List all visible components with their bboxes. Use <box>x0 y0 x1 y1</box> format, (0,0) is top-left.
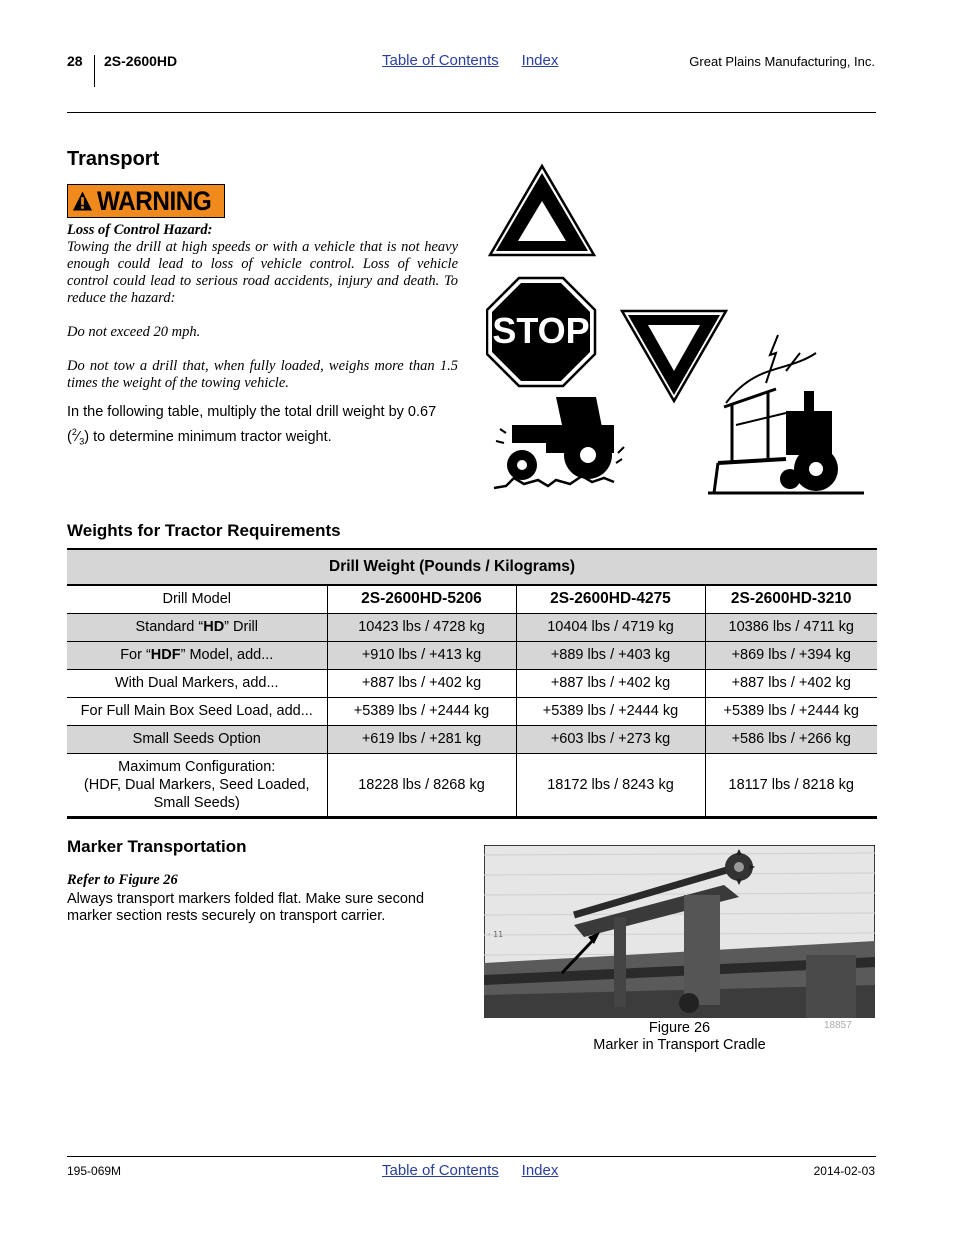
intro-text-before: In the following table, multiply the total drill weight by 0.67 ( <box>67 404 437 445</box>
caution-triangle-icon <box>490 166 594 255</box>
figure-id: 18857 <box>824 1020 852 1031</box>
hazard-item-weight: Do not tow a drill that, when fully loaded, weighs more than 1.5 times the weight of the towing vehicle. <box>67 358 458 391</box>
marker-paragraph: Always transport markers folded flat. Make sure second marker section rests securely on transport carrier. <box>67 891 425 924</box>
weights-table <box>67 548 877 819</box>
toc-link[interactable]: Table of Contents <box>382 52 499 69</box>
header-model: 2S-2600HD <box>104 53 178 69</box>
table-cell: 18228 lbs / 8268 kg <box>327 753 516 817</box>
power-line-hazard-icon <box>708 335 864 493</box>
table-cell: +5389 lbs / +2444 kg <box>705 697 877 725</box>
table-row <box>67 641 877 669</box>
column-header: 2S-2600HD-5206 <box>327 585 516 613</box>
row-label: Standard “HD” Drill <box>67 613 327 641</box>
table-header: Drill Weight (Pounds / Kilograms) <box>327 549 877 585</box>
yield-sign-icon <box>622 311 726 401</box>
table-cell: +887 lbs / +402 kg <box>327 669 516 697</box>
footer-nav <box>382 1162 558 1180</box>
figure-caption <box>484 1020 875 1054</box>
table-cell: 10404 lbs / 4719 kg <box>516 613 705 641</box>
table-cell: +887 lbs / +402 kg <box>516 669 705 697</box>
table-model-row <box>67 585 877 613</box>
warning-text: WARNING <box>97 185 212 216</box>
max-label-line: Maximum Configuration: <box>118 758 276 775</box>
header-divider <box>94 55 95 87</box>
tractor-icon <box>494 397 624 488</box>
table-cell: +619 lbs / +281 kg <box>327 725 516 753</box>
index-link[interactable]: Index <box>521 52 559 69</box>
warning-label <box>67 184 225 218</box>
max-label-line: (HDF, Dual Markers, Seed Loaded, <box>83 776 310 793</box>
figure-reference: Refer to Figure 26 <box>67 872 178 888</box>
weights-heading: Weights for Tractor Requirements <box>67 521 341 540</box>
table-cell: +586 lbs / +266 kg <box>705 725 877 753</box>
table-row <box>67 725 877 753</box>
figure-title: Marker in Transport Cradle <box>593 1037 766 1053</box>
svg-text:· 11: · 11 <box>488 930 504 939</box>
footer-doc-number: 195-069M <box>67 1164 122 1178</box>
column-header: 2S-2600HD-4275 <box>516 585 705 613</box>
hazard-item-speed: Do not exceed 20 mph. <box>67 324 201 340</box>
transport-hazard-illustration <box>486 163 876 503</box>
table-cell: +887 lbs / +402 kg <box>705 669 877 697</box>
column-header: 2S-2600HD-3210 <box>705 585 877 613</box>
footer-rule <box>67 1156 876 1157</box>
table-cell: +910 lbs / +413 kg <box>327 641 516 669</box>
footer-date: 2014-02-03 <box>813 1164 875 1178</box>
row-label: With Dual Markers, add... <box>67 669 327 697</box>
model-label-cell: Drill Model <box>67 585 327 613</box>
table-cell: +603 lbs / +273 kg <box>516 725 705 753</box>
table-cell: +5389 lbs / +2444 kg <box>327 697 516 725</box>
table-cell: 10423 lbs / 4728 kg <box>327 613 516 641</box>
figure-label: Figure 26 <box>648 1020 711 1036</box>
stop-sign-icon <box>487 278 595 386</box>
fraction-denominator: 3 <box>79 436 85 447</box>
page-number: 28 <box>67 53 83 69</box>
table-cell: 10386 lbs / 4711 kg <box>705 613 877 641</box>
fraction-numerator: 2 <box>71 427 77 437</box>
marker-heading: Marker Transportation <box>67 837 247 856</box>
hazard-block <box>67 222 458 392</box>
header-rule <box>67 112 876 113</box>
intro-text-after: ) to determine minimum tractor weight. <box>84 428 332 445</box>
row-label: For “HDF” Model, add... <box>67 641 327 669</box>
table-cell: 18172 lbs / 8243 kg <box>516 753 705 817</box>
table-cell: +5389 lbs / +2444 kg <box>516 697 705 725</box>
table-header-row <box>67 549 877 585</box>
hazard-title: Loss of Control Hazard: <box>67 222 213 238</box>
row-label: For Full Main Box Seed Load, add... <box>67 697 327 725</box>
row-label: Small Seeds Option <box>67 725 327 753</box>
warning-triangle-icon <box>72 190 93 212</box>
max-label-line: Small Seeds) <box>153 794 240 811</box>
table-row-max <box>67 753 877 817</box>
table-row <box>67 669 877 697</box>
table-header-spacer <box>67 549 327 585</box>
table-cell: 18117 lbs / 8218 kg <box>705 753 877 817</box>
table-cell: +889 lbs / +403 kg <box>516 641 705 669</box>
header-company: Great Plains Manufacturing, Inc. <box>689 54 875 69</box>
table-cell: +869 lbs / +394 kg <box>705 641 877 669</box>
footer-toc-link[interactable]: Table of Contents <box>382 1162 499 1179</box>
table-row <box>67 697 877 725</box>
marker-cradle-photo <box>484 845 875 1018</box>
section-title: Transport <box>67 148 160 170</box>
stop-sign-text: STOP <box>492 310 590 351</box>
table-row <box>67 613 877 641</box>
header-nav <box>382 52 558 70</box>
row-label <box>67 753 327 817</box>
footer-index-link[interactable]: Index <box>521 1162 559 1179</box>
intro-paragraph: In the following table, multiply the total drill weight by 0.67 $(^2⁄_3)$ to determine minimum tractor weight. <box>67 404 437 447</box>
hazard-text: Towing the drill at high speeds or with a vehicle that is not heavy enough could lead to loss of vehicle control. Loss of vehicle control could lead to serious road accidents, injury and death. To reduce the hazard: <box>67 239 458 306</box>
